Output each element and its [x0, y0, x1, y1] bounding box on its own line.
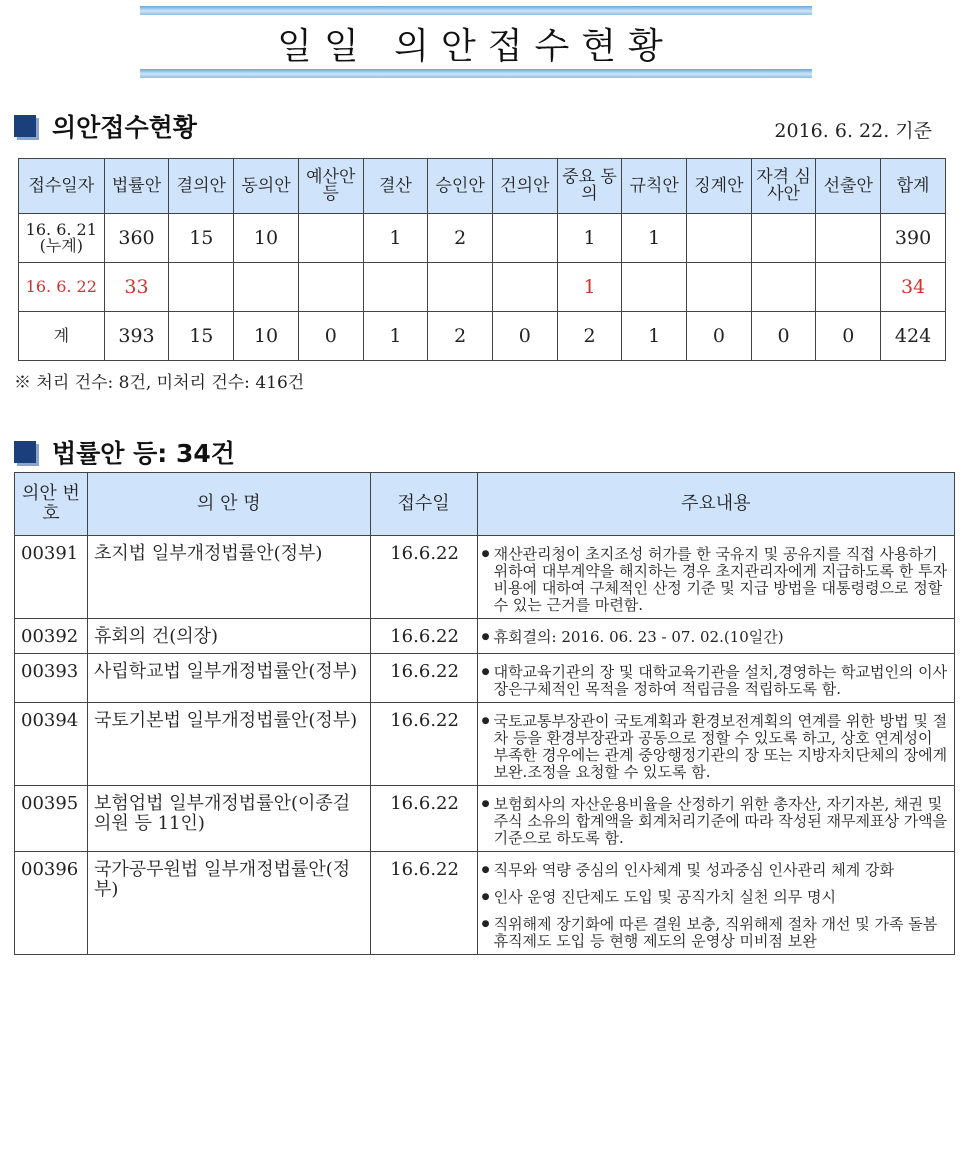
content-bullet-point: ● 직위해제 장기화에 따른 결원 보충, 직위해제 절차 개선 및 가족 돌봄 휴직제도 도입 등 현행 제도의 운영상 미비점 보완 — [482, 916, 948, 950]
summary-count-cell — [234, 263, 299, 312]
summary-count-cell — [492, 263, 557, 312]
summary-header-cell: 결산 — [363, 159, 428, 214]
summary-date-cell: 계 — [19, 312, 105, 361]
basis-date: 2016. 6. 22. 기준 — [774, 120, 932, 142]
summary-count-cell: 390 — [881, 214, 946, 263]
summary-count-cell: 0 — [492, 312, 557, 361]
summary-count-cell — [687, 263, 752, 312]
summary-count-cell: 10 — [234, 312, 299, 361]
summary-header-cell: 선출안 — [816, 159, 881, 214]
bills-header-row — [15, 473, 955, 536]
summary-count-cell: 2 — [428, 312, 493, 361]
bill-row — [15, 654, 955, 703]
summary-row-total — [19, 312, 946, 361]
summary-count-cell: 34 — [881, 263, 946, 312]
summary-header-cell: 법률안 — [104, 159, 169, 214]
content-bullet-point: ● 보험회사의 자산운용비율을 산정하기 위한 총자산, 자기자본, 채권 및 주식 소유의 합계액을 회계처리기준에 따라 작성된 재무제표상 가액을 기준으로 하도록 함. — [482, 796, 948, 847]
bill-content — [477, 536, 954, 619]
summary-count-cell — [298, 263, 363, 312]
summary-header-cell: 승인안 — [428, 159, 493, 214]
bill-date: 16.6.22 — [370, 852, 477, 955]
bills-table — [14, 472, 955, 955]
bill-name: 국토기본법 일부개정법률안(정부) — [87, 703, 370, 786]
summary-header-cell: 건의안 — [492, 159, 557, 214]
summary-header-cell: 접수일자 — [19, 159, 105, 214]
bill-date: 16.6.22 — [370, 619, 477, 654]
summary-count-cell: 33 — [104, 263, 169, 312]
bill-name: 휴회의 건(의장) — [87, 619, 370, 654]
bill-number: 00393 — [15, 654, 88, 703]
summary-count-cell — [751, 214, 816, 263]
summary-count-cell — [751, 263, 816, 312]
bill-row — [15, 619, 955, 654]
bill-date: 16.6.22 — [370, 703, 477, 786]
bill-name: 보험업법 일부개정법률안(이종걸의원 등 11인) — [87, 786, 370, 852]
summary-date-cell: 16. 6. 21 (누계) — [19, 214, 105, 263]
square-bullet-icon — [14, 441, 36, 463]
summary-count-cell — [816, 214, 881, 263]
bill-number: 00392 — [15, 619, 88, 654]
section-title: 법률안 등: 34건 — [52, 439, 235, 468]
summary-header-cell: 중요 동의 — [557, 159, 622, 214]
bill-content — [477, 786, 954, 852]
section-title: 의안접수현황 — [52, 113, 197, 142]
summary-header-cell: 결의안 — [169, 159, 234, 214]
content-bullet-point: ● 직무와 역량 중심의 인사체계 및 성과중심 인사관리 체계 강화 — [482, 862, 948, 879]
summary-count-cell: 0 — [751, 312, 816, 361]
summary-count-cell: 1 — [622, 214, 687, 263]
page-title-banner — [140, 6, 812, 78]
header-bill-name: 의 안 명 — [87, 473, 370, 536]
summary-count-cell: 1 — [363, 312, 428, 361]
bill-content — [477, 654, 954, 703]
summary-header-cell: 동의안 — [234, 159, 299, 214]
summary-header-cell: 예산안 등 — [298, 159, 363, 214]
bill-content — [477, 703, 954, 786]
bill-name: 국가공무원법 일부개정법률안(정부) — [87, 852, 370, 955]
header-bill-no: 의안 번호 — [15, 473, 88, 536]
section-heading-bills — [14, 434, 235, 470]
title-decor-bar — [140, 6, 812, 15]
summary-row-today — [19, 263, 946, 312]
summary-row-cumulative — [19, 214, 946, 263]
square-bullet-icon — [14, 115, 36, 137]
bill-date: 16.6.22 — [370, 654, 477, 703]
header-received-date: 접수일 — [370, 473, 477, 536]
summary-count-cell: 10 — [234, 214, 299, 263]
bill-date: 16.6.22 — [370, 786, 477, 852]
summary-count-cell — [492, 214, 557, 263]
summary-date-cell: 16. 6. 22 — [19, 263, 105, 312]
summary-header-cell: 징계안 — [687, 159, 752, 214]
bill-number: 00395 — [15, 786, 88, 852]
bill-content — [477, 852, 954, 955]
summary-count-cell — [428, 263, 493, 312]
summary-count-cell: 393 — [104, 312, 169, 361]
section-heading-summary — [14, 108, 197, 144]
summary-count-cell: 1 — [622, 312, 687, 361]
bill-number: 00391 — [15, 536, 88, 619]
content-bullet-point: ● 대학교육기관의 장 및 대학교육기관을 설치,경영하는 학교법인의 이사장은구체적인 목적을 정하여 적립금을 적립하도록 함. — [482, 664, 948, 698]
summary-count-cell: 424 — [881, 312, 946, 361]
summary-count-cell: 0 — [816, 312, 881, 361]
bill-row — [15, 786, 955, 852]
summary-count-cell: 1 — [557, 263, 622, 312]
processing-note: ※ 처리 건수: 8건, 미처리 건수: 416건 — [14, 373, 305, 393]
summary-count-cell: 15 — [169, 312, 234, 361]
bill-date: 16.6.22 — [370, 536, 477, 619]
bill-row — [15, 536, 955, 619]
summary-count-cell — [816, 263, 881, 312]
summary-header-row — [19, 159, 946, 214]
header-main-content: 주요내용 — [477, 473, 954, 536]
content-bullet-point: ● 재산관리청이 초지조성 허가를 한 국유지 및 공유지를 직접 사용하기 위하여 대부계약을 해지하는 경우 초지관리자에게 지급하도록 한 투자비용에 대하여 구체적인 산정 기준 및 지급 방법을 대통령령으로 정할 수 있는 근거를 마련함. — [482, 546, 948, 614]
summary-count-cell: 1 — [557, 214, 622, 263]
title-decor-bar — [140, 69, 812, 78]
summary-count-cell: 0 — [687, 312, 752, 361]
summary-count-cell: 2 — [428, 214, 493, 263]
summary-count-cell — [622, 263, 687, 312]
summary-count-cell: 360 — [104, 214, 169, 263]
summary-count-cell — [298, 214, 363, 263]
bill-row — [15, 703, 955, 786]
bill-number: 00394 — [15, 703, 88, 786]
bill-name: 사립학교법 일부개정법률안(정부) — [87, 654, 370, 703]
bill-number: 00396 — [15, 852, 88, 955]
content-bullet-point: ● 인사 운영 진단제도 도입 및 공직가치 실천 의무 명시 — [482, 889, 948, 906]
summary-count-cell — [363, 263, 428, 312]
summary-count-cell: 2 — [557, 312, 622, 361]
summary-count-cell: 0 — [298, 312, 363, 361]
bill-name: 초지법 일부개정법률안(정부) — [87, 536, 370, 619]
bill-row — [15, 852, 955, 955]
content-bullet-point: ● 국토교통부장관이 국토계획과 환경보전계획의 연계를 위한 방법 및 절차 등을 환경부장관과 공동으로 정할 수 있도록 하고, 상호 연계성이 부족한 경우에는 관계 중앙행정기관의 장 또는 지방자치단체의 장에게 보완.조정을 요청할 수 있도록 함. — [482, 713, 948, 781]
summary-header-cell: 규칙안 — [622, 159, 687, 214]
summary-count-cell: 15 — [169, 214, 234, 263]
content-bullet-point: ● 휴회결의: 2016. 06. 23 - 07. 02.(10일간) — [482, 629, 948, 646]
bill-content — [477, 619, 954, 654]
summary-count-cell: 1 — [363, 214, 428, 263]
summary-count-cell — [169, 263, 234, 312]
summary-table — [18, 158, 946, 361]
page-title: 일일 의안접수현황 — [277, 26, 675, 67]
summary-header-cell: 합계 — [881, 159, 946, 214]
summary-header-cell: 자격 심사안 — [751, 159, 816, 214]
summary-count-cell — [687, 214, 752, 263]
